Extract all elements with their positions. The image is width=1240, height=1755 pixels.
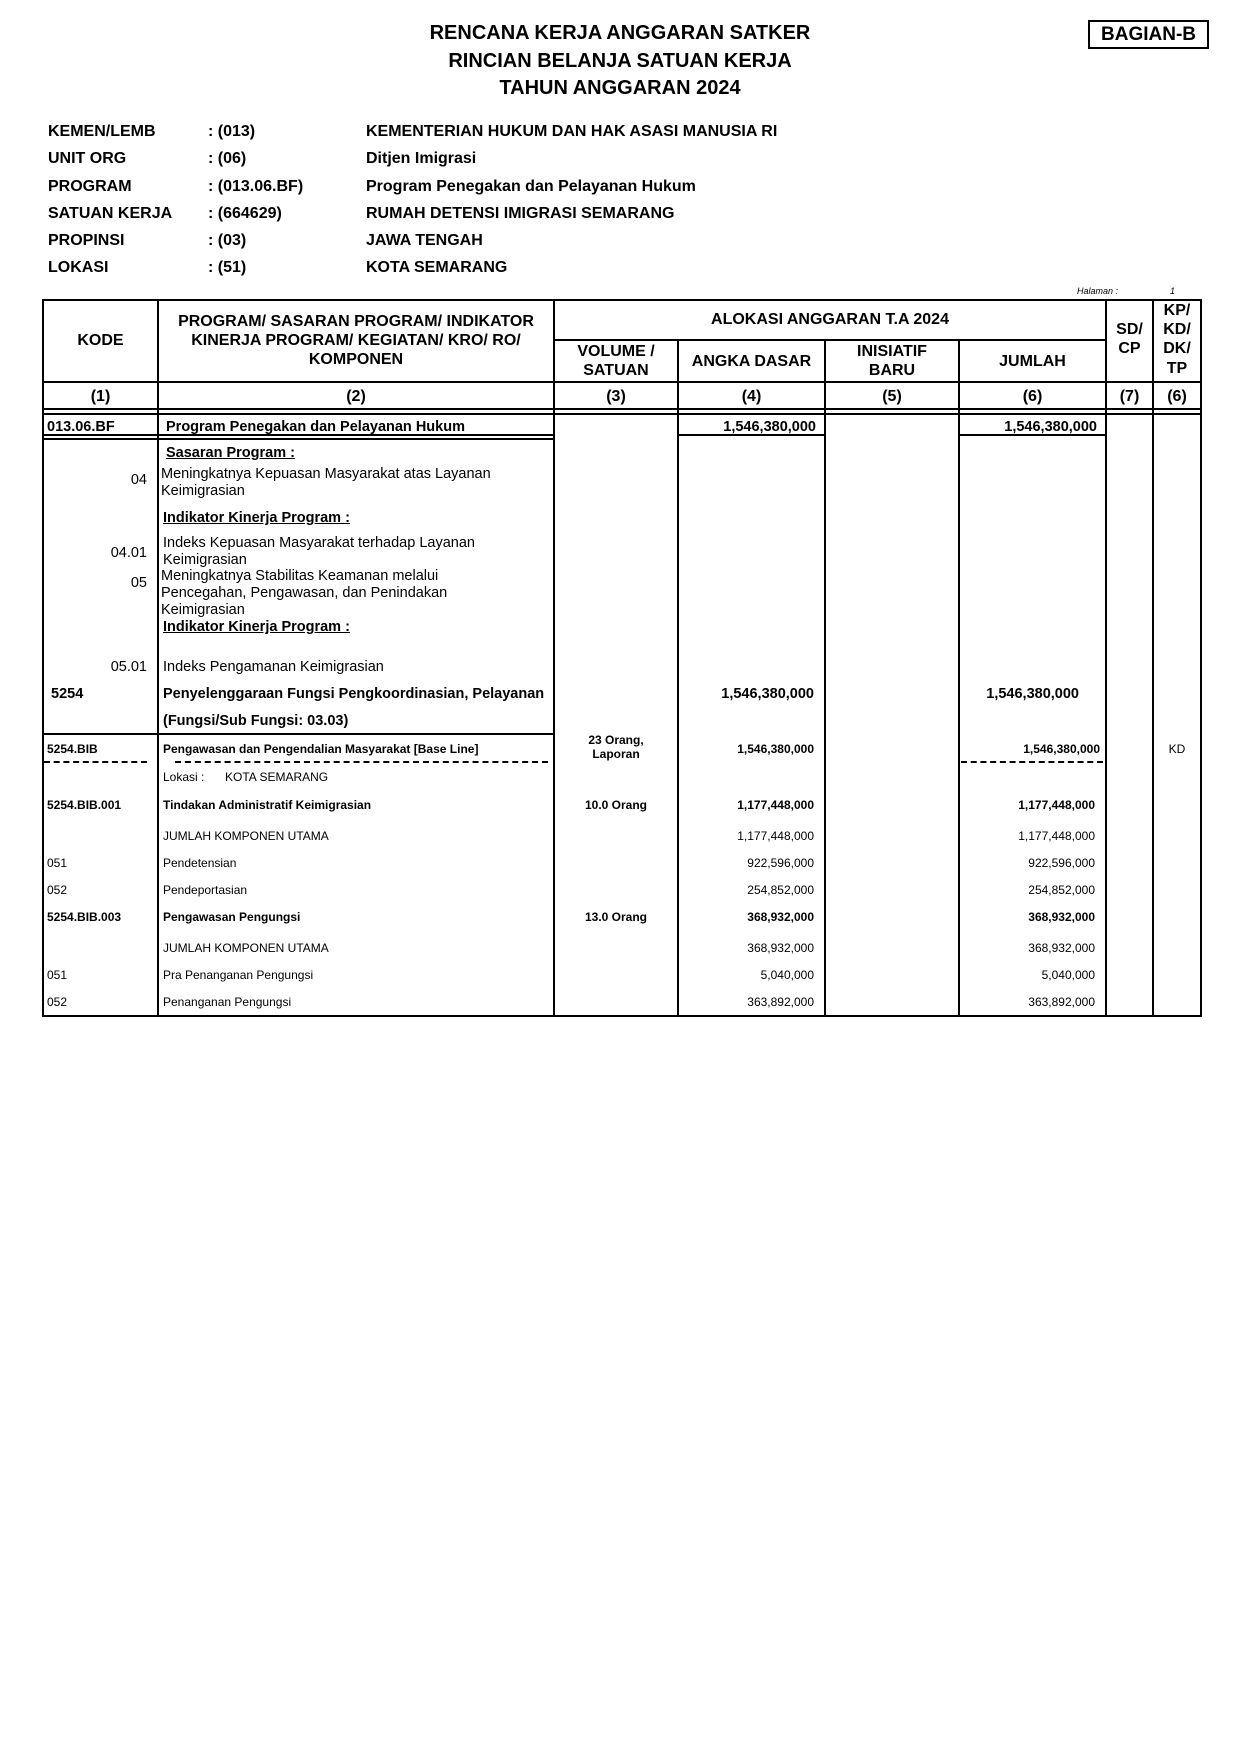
indikator-text: Indeks Pengamanan Keimigrasian <box>163 659 384 675</box>
col-number: (5) <box>882 388 902 405</box>
number-row-line <box>42 408 1202 410</box>
table-row-angka-dasar: 368,932,000 <box>747 910 814 924</box>
header-kp-1: KP/ <box>1163 302 1191 319</box>
title-line-3: TAHUN ANGGARAN 2024 <box>499 77 741 99</box>
kegiatan-fungsi: (Fungsi/Sub Fungsi: 03.03) <box>163 713 349 729</box>
col-number: (4) <box>741 388 762 405</box>
indikator-code: 04.01 <box>110 545 147 561</box>
table-row-name: Pengawasan Pengungsi <box>163 910 301 924</box>
meta-label: PROPINSI <box>48 232 125 249</box>
col-line <box>42 299 44 1017</box>
lokasi-label: Lokasi : <box>163 770 205 784</box>
table-row-code: 5254.BIB.003 <box>47 910 122 924</box>
table-row-name: JUMLAH KOMPONEN UTAMA <box>163 941 329 955</box>
table-row-code: 5254.BIB.001 <box>47 798 122 812</box>
table-row-volume: 10.0 Orang <box>584 798 648 812</box>
table-row-angka-dasar: 1,177,448,000 <box>737 829 814 843</box>
table-row-name: Tindakan Administratif Keimigrasian <box>163 798 372 812</box>
meta-label: LOKASI <box>48 259 109 276</box>
header-kp-4: TP <box>1166 360 1188 377</box>
kegiatan-name: Penyelenggaraan Fungsi Pengkoordinasian, Pelayanan <box>163 686 545 702</box>
header-sdcp-2: CP <box>1118 340 1141 357</box>
header-alokasi: ALOKASI ANGGARAN T.A 2024 <box>711 311 949 328</box>
meta-code: : (013) <box>208 123 256 140</box>
kegiatan-angka-dasar: 1,546,380,000 <box>721 686 814 702</box>
table-row-name: Pendeportasian <box>163 883 248 897</box>
kegiatan-code: 5254 <box>51 686 84 702</box>
ro-name: Pengawasan dan Pengendalian Masyarakat [Base Line] <box>163 742 479 756</box>
table-row-angka-dasar: 368,932,000 <box>747 941 814 955</box>
meta-label: UNIT ORG <box>48 150 127 167</box>
sasaran-text: Keimigrasian <box>161 483 245 499</box>
meta-code: : (51) <box>208 259 247 276</box>
col-line <box>1200 299 1202 1017</box>
alokasi-sub-line <box>554 339 1107 341</box>
table-row-angka-dasar: 254,852,000 <box>747 883 814 897</box>
ro-dash-line <box>961 761 1103 763</box>
meta-value: Ditjen Imigrasi <box>366 150 477 167</box>
table-row-angka-dasar: 5,040,000 <box>760 968 814 982</box>
table-row-angka-dasar: 1,177,448,000 <box>737 798 814 812</box>
ro-jumlah: 1,546,380,000 <box>1023 742 1100 756</box>
table-row-code: 051 <box>47 968 68 982</box>
ro-volume: 23 Orang, <box>588 733 644 747</box>
col-number: (7) <box>1119 388 1140 405</box>
table-row-jumlah: 254,852,000 <box>1028 883 1095 897</box>
table-row-code: 052 <box>47 883 68 897</box>
table-row-name: Penanganan Pengungsi <box>163 995 292 1009</box>
meta-value: JAWA TENGAH <box>366 232 483 249</box>
meta-code: : (664629) <box>208 205 282 222</box>
header-kp-2: KD/ <box>1163 321 1191 338</box>
sasaran-text: Keimigrasian <box>161 602 245 618</box>
col-line <box>824 339 826 1017</box>
ro-kp: KD <box>1168 742 1186 756</box>
meta-value: Program Penegakan dan Pelayanan Hukum <box>366 178 696 195</box>
title-line-2: RINCIAN BELANJA SATUAN KERJA <box>448 50 792 72</box>
header-sdcp-1: SD/ <box>1116 321 1143 338</box>
header-kp-3: DK/ <box>1163 340 1191 357</box>
sasaran-code: 05 <box>130 575 147 591</box>
col-number: (3) <box>606 388 626 405</box>
sasaran-title: Sasaran Program : <box>166 445 295 461</box>
col-number: (1) <box>90 388 111 405</box>
table-row-angka-dasar: 363,892,000 <box>747 995 814 1009</box>
table-row-code: 051 <box>47 856 68 870</box>
table-row-jumlah: 5,040,000 <box>1041 968 1095 982</box>
col-number: (6) <box>1167 388 1187 405</box>
kegiatan-jumlah: 1,546,380,000 <box>986 686 1079 702</box>
header-kode: KODE <box>77 332 124 349</box>
header-jumlah: JUMLAH <box>999 353 1066 370</box>
header-volume-1: VOLUME / <box>577 343 655 360</box>
col-line <box>1152 299 1154 1017</box>
table-top-border <box>42 299 1202 301</box>
col-line <box>157 299 159 1017</box>
header-inisiatif-2: BARU <box>868 362 916 379</box>
meta-value: RUMAH DETENSI IMIGRASI SEMARANG <box>366 205 675 222</box>
header-volume-2: SATUAN <box>583 362 649 379</box>
program-code: 013.06.BF <box>47 419 115 435</box>
ro-volume-unit: Laporan <box>592 747 640 761</box>
table-row-volume: 13.0 Orang <box>584 910 648 924</box>
program-jumlah: 1,546,380,000 <box>1004 419 1097 435</box>
table-row-code: 052 <box>47 995 68 1009</box>
table-row-jumlah: 922,596,000 <box>1028 856 1095 870</box>
header-bottom-line <box>42 381 1202 383</box>
meta-label: PROGRAM <box>48 178 132 195</box>
table-row-jumlah: 1,177,448,000 <box>1018 798 1095 812</box>
table-row-jumlah: 368,932,000 <box>1028 910 1095 924</box>
sasaran-code: 04 <box>130 472 147 488</box>
header-program-3: KOMPONEN <box>308 351 404 368</box>
indikator-text: Indeks Kepuasan Masyarakat terhadap Layanan <box>163 535 475 551</box>
sasaran-text: Pencegahan, Pengawasan, dan Penindakan <box>161 585 448 601</box>
meta-value: KEMENTERIAN HUKUM DAN HAK ASASI MANUSIA RI <box>366 123 778 140</box>
ro-angka-dasar: 1,546,380,000 <box>737 742 814 756</box>
header-program-1: PROGRAM/ SASARAN PROGRAM/ INDIKATOR <box>178 313 534 330</box>
header-angka-dasar: ANGKA DASAR <box>691 353 812 370</box>
meta-code: : (013.06.BF) <box>208 178 304 195</box>
ro-dash-line <box>175 761 548 763</box>
table-row-name: Pendetensian <box>163 856 237 870</box>
col-number: (6) <box>1022 388 1043 405</box>
ro-dash-line <box>44 761 147 763</box>
lokasi-value: KOTA SEMARANG <box>225 770 329 784</box>
sasaran-text: Meningkatnya Stabilitas Keamanan melalui <box>161 568 439 584</box>
indikator-code: 05.01 <box>110 659 147 675</box>
col-line <box>1105 299 1107 1017</box>
number-row-line-2 <box>42 413 1202 415</box>
indikator-title: Indikator Kinerja Program : <box>163 619 350 635</box>
program-row-line-2 <box>42 438 554 440</box>
col-number: (2) <box>346 388 366 405</box>
table-row-jumlah: 363,892,000 <box>1028 995 1095 1009</box>
page-number: 1 <box>1170 286 1176 296</box>
indikator-title: Indikator Kinerja Program : <box>163 510 350 526</box>
header-program-2: KINERJA PROGRAM/ KEGIATAN/ KRO/ RO/ <box>191 332 521 349</box>
table-row-name: JUMLAH KOMPONEN UTAMA <box>163 829 329 843</box>
table-row-jumlah: 368,932,000 <box>1028 941 1095 955</box>
meta-label: KEMEN/LEMB <box>48 123 156 140</box>
page-label: Halaman : <box>1077 286 1119 296</box>
table-row-jumlah: 1,177,448,000 <box>1018 829 1095 843</box>
meta-value: KOTA SEMARANG <box>366 259 508 276</box>
table-bottom-border <box>42 1015 1202 1017</box>
header-inisiatif-1: INISIATIF <box>857 343 927 360</box>
table-row-angka-dasar: 922,596,000 <box>747 856 814 870</box>
table-row-name: Pra Penanganan Pengungsi <box>163 968 314 982</box>
indikator-text: Keimigrasian <box>163 552 247 568</box>
program-angka-dasar: 1,546,380,000 <box>723 419 816 435</box>
kegiatan-row-line <box>42 733 554 735</box>
bagian-badge: BAGIAN-B <box>1088 20 1209 49</box>
meta-label: SATUAN KERJA <box>48 205 173 222</box>
ro-code: 5254.BIB <box>47 742 98 756</box>
meta-code: : (03) <box>208 232 247 249</box>
program-name: Program Penegakan dan Pelayanan Hukum <box>166 419 465 435</box>
sasaran-text: Meningkatnya Kepuasan Masyarakat atas Layanan <box>161 466 491 482</box>
meta-code: : (06) <box>208 150 247 167</box>
title-line-1: RENCANA KERJA ANGGARAN SATKER <box>429 22 811 44</box>
